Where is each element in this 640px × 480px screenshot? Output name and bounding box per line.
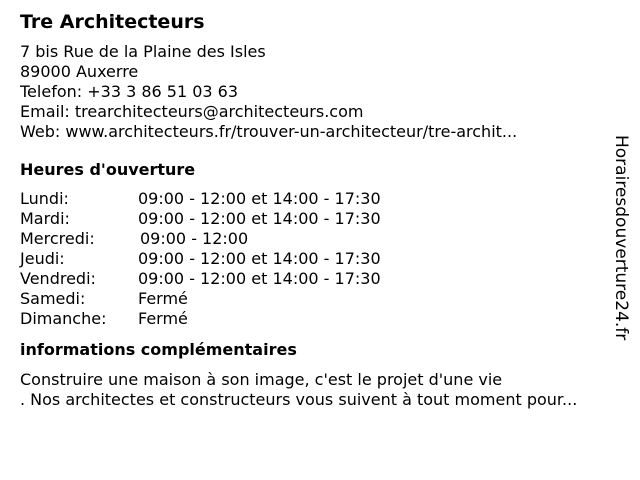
hours-day: Dimanche: [20,309,107,328]
hours-time: 09:00 - 12:00 [140,229,249,248]
site-watermark-text: Horairesdouverture24.fr [611,135,631,341]
hours-row [20,209,620,229]
hours-row [20,249,620,269]
site-watermark [610,135,634,375]
contact-block [20,42,620,142]
business-name: Tre Architecteurs [20,11,205,33]
info-heading: informations complémentaires [20,340,297,359]
hours-row [20,269,620,289]
hours-time: Fermé [138,309,188,328]
address-city: 89000 Auxerre [20,62,139,81]
hours-day: Mercredi: [20,229,95,248]
hours-table [20,189,620,329]
hours-row [20,229,620,249]
hours-time: 09:00 - 12:00 et 14:00 - 17:30 [138,249,381,268]
address-street: 7 bis Rue de la Plaine des Isles [20,42,266,61]
business-card [20,10,620,410]
web-text: Web: www.architecteurs.fr/trouver-un-architecteur/tre-archit... [20,122,518,141]
hours-time: Fermé [138,289,188,308]
info-line: . Nos architectes et constructeurs vous suivent à tout moment pour... [20,390,578,409]
info-line: Construire une maison à son image, c'est le projet d'une vie [20,370,503,389]
hours-day: Samedi: [20,289,86,308]
hours-heading: Heures d'ouverture [20,160,196,179]
info-description [20,370,620,410]
hours-time: 09:00 - 12:00 et 14:00 - 17:30 [138,189,381,208]
hours-day: Mardi: [20,209,70,228]
hours-day: Lundi: [20,189,69,208]
hours-row [20,309,620,329]
email-text: Email: trearchitecteurs@architecteurs.com [20,102,364,121]
hours-day: Jeudi: [20,249,65,268]
hours-row [20,289,620,309]
phone-text: Telefon: +33 3 86 51 03 63 [20,82,239,101]
hours-day: Vendredi: [20,269,96,288]
hours-time: 09:00 - 12:00 et 14:00 - 17:30 [138,269,381,288]
hours-row [20,189,620,209]
hours-time: 09:00 - 12:00 et 14:00 - 17:30 [138,209,381,228]
